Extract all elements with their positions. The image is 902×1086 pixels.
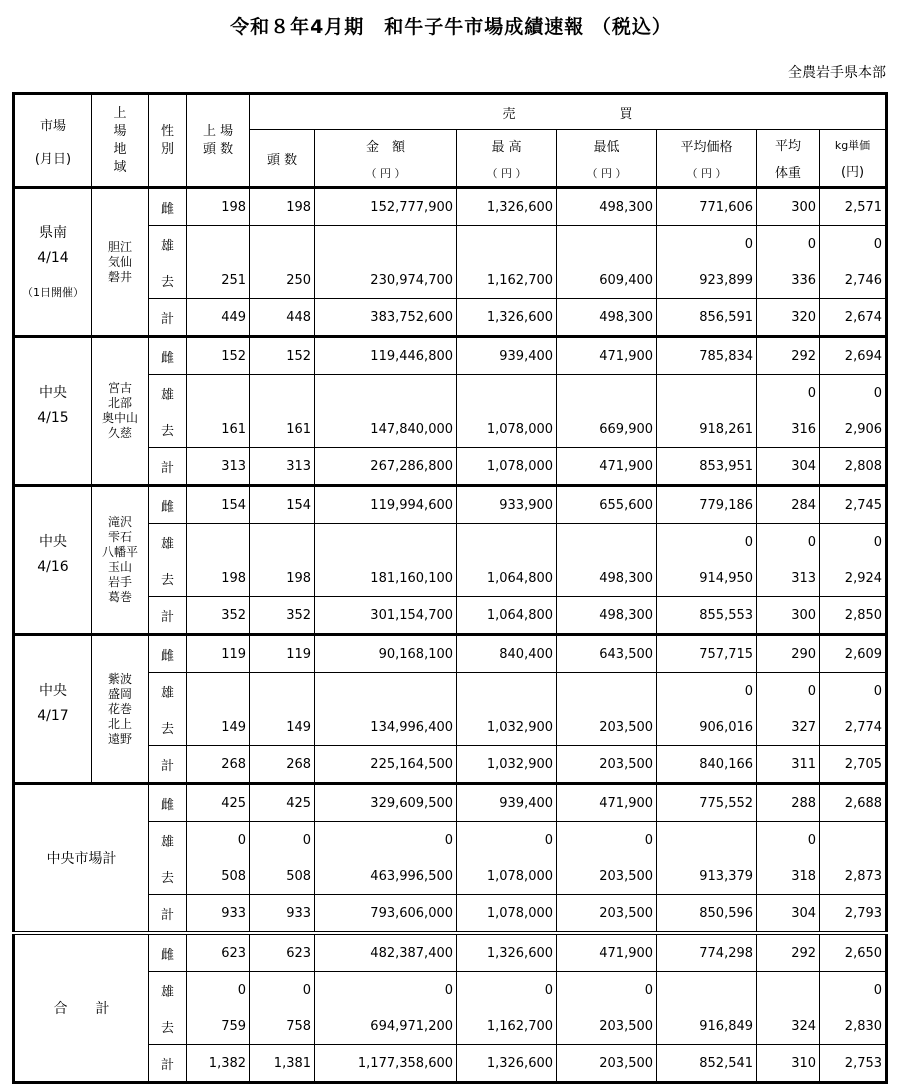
value-cell: 498,300 [557,299,657,337]
value-cell: 482,387,400 [315,933,457,972]
value-cell: 852,541 [657,1045,757,1083]
value-cell: 914,950 [657,560,757,597]
value-cell: 2,650 [820,933,887,972]
value-cell: 0 [757,673,820,710]
area-name: 北部 [107,396,132,410]
value-cell: 1,326,600 [457,299,557,337]
value-cell: 1,326,600 [457,188,557,226]
value-cell: 0 [315,972,457,1009]
value-cell: 230,974,700 [315,262,457,299]
value-cell: 329,609,500 [315,784,457,822]
table-row [14,933,887,972]
sex-label: 雌 [149,784,187,822]
sex-label: 去 [149,858,187,895]
value-cell: 2,924 [820,560,887,597]
value-cell: 840,166 [657,746,757,784]
value-cell: 0 [250,972,315,1009]
value-cell: 0 [757,524,820,561]
header-market: 市場 (月日) [14,94,92,188]
value-cell: 933 [187,895,250,934]
value-cell: 1,162,700 [457,262,557,299]
value-cell: 1,078,000 [457,448,557,486]
sex-label: 雄 [149,524,187,561]
organization: 全農岩手県本部 [788,65,886,81]
area-name: 葛巻 [107,590,132,604]
value-cell: 623 [250,933,315,972]
value-cell [457,524,557,561]
value-cell: 623 [187,933,250,972]
table-row [14,635,887,673]
value-cell: 448 [250,299,315,337]
sex-label: 去 [149,560,187,597]
value-cell: 0 [820,375,887,412]
value-cell: 0 [757,375,820,412]
value-cell: 0 [657,673,757,710]
value-cell: 1,032,900 [457,746,557,784]
value-cell [187,375,250,412]
page-title: 令和８年4月期 和牛子牛市場成績速報 （税込） [230,16,672,38]
sex-label: 雌 [149,486,187,524]
value-cell: 0 [250,822,315,859]
area-name: 紫波 [107,671,132,686]
area-name: 八幡平 [101,545,138,559]
value-cell: 304 [757,448,820,486]
value-cell: 0 [315,822,457,859]
value-cell: 1,162,700 [457,1008,557,1045]
value-cell: 1,078,000 [457,411,557,448]
value-cell: 498,300 [557,597,657,635]
sex-label: 雄 [149,226,187,263]
value-cell: 449 [187,299,250,337]
value-cell: 1,078,000 [457,895,557,934]
area-name: 磐井 [107,269,132,284]
value-cell: 2,705 [820,746,887,784]
value-cell: 923,899 [657,262,757,299]
market-name: 県南 [39,225,67,241]
value-cell: 0 [557,972,657,1009]
value-cell: 198 [250,560,315,597]
value-cell: 154 [187,486,250,524]
value-cell: 939,400 [457,784,557,822]
value-cell: 2,745 [820,486,887,524]
value-cell: 149 [187,709,250,746]
value-cell: 203,500 [557,895,657,934]
value-cell: 855,553 [657,597,757,635]
value-cell [250,226,315,263]
market-cell [14,635,92,784]
value-cell [557,524,657,561]
value-cell: 0 [820,972,887,1009]
value-cell: 152 [250,337,315,375]
value-cell: 152 [187,337,250,375]
market-name: 中央 [39,683,67,699]
sex-label: 計 [149,746,187,784]
area-name: 盛岡 [107,686,132,701]
sex-label: 雄 [149,673,187,710]
value-cell: 758 [250,1008,315,1045]
area-cell [92,635,149,784]
area-name: 奥中山 [101,411,138,425]
header-listed-head: 上 場頭 数 [187,94,250,188]
value-cell: 300 [757,597,820,635]
value-cell: 290 [757,635,820,673]
value-cell [187,673,250,710]
value-cell: 759 [187,1008,250,1045]
value-cell: 669,900 [557,411,657,448]
area-cell [92,188,149,337]
value-cell [557,673,657,710]
sex-label: 計 [149,299,187,337]
value-cell: 463,996,500 [315,858,457,895]
value-cell [315,524,457,561]
value-cell: 311 [757,746,820,784]
value-cell: 498,300 [557,560,657,597]
value-cell: 324 [757,1008,820,1045]
area-name: 雫石 [107,530,132,544]
value-cell: 161 [250,411,315,448]
value-cell [315,226,457,263]
value-cell: 203,500 [557,1045,657,1083]
value-cell: 318 [757,858,820,895]
value-cell: 320 [757,299,820,337]
value-cell [187,226,250,263]
value-cell: 853,951 [657,448,757,486]
market-cell: 合 計 [14,933,149,1083]
value-cell: 310 [757,1045,820,1083]
value-cell: 203,500 [557,858,657,895]
value-cell: 471,900 [557,784,657,822]
value-cell: 774,298 [657,933,757,972]
value-cell: 119,994,600 [315,486,457,524]
value-cell: 655,600 [557,486,657,524]
value-cell: 2,906 [820,411,887,448]
value-cell: 152,777,900 [315,188,457,226]
value-cell [657,375,757,412]
value-cell: 181,160,100 [315,560,457,597]
header-area: 上場地域 [92,94,149,188]
value-cell [557,226,657,263]
value-cell: 609,400 [557,262,657,299]
value-cell: 1,064,800 [457,560,557,597]
value-cell: 352 [250,597,315,635]
value-cell: 906,016 [657,709,757,746]
market-cell [14,486,92,635]
value-cell: 203,500 [557,709,657,746]
sex-label: 雌 [149,337,187,375]
value-cell: 301,154,700 [315,597,457,635]
value-cell: 268 [187,746,250,784]
market-date: 4/14 [37,250,69,266]
area-name: 宮古 [107,381,132,395]
area-name: 玉山 [107,560,132,574]
sex-label: 雄 [149,972,187,1009]
value-cell [757,972,820,1009]
value-cell: 203,500 [557,1008,657,1045]
area-name: 滝沢 [107,515,132,529]
value-cell: 0 [187,972,250,1009]
header-amount: 金 額 （ 円 ） [315,130,457,188]
value-cell [250,524,315,561]
sex-label: 雄 [149,822,187,859]
results-table [12,92,888,1084]
value-cell: 119,446,800 [315,337,457,375]
table-row [14,188,887,226]
value-cell: 0 [757,226,820,263]
value-cell: 0 [757,822,820,859]
area-name: 岩手 [107,575,132,589]
area-name: 花巻 [107,701,132,716]
value-cell: 161 [187,411,250,448]
value-cell: 471,900 [557,448,657,486]
area-name: 気仙 [107,254,132,269]
value-cell: 856,591 [657,299,757,337]
market-date: 4/15 [37,410,69,426]
value-cell: 2,609 [820,635,887,673]
value-cell: 2,753 [820,1045,887,1083]
value-cell: 225,164,500 [315,746,457,784]
value-cell: 2,793 [820,895,887,934]
market-note: （1日開催） [22,286,84,299]
market-cell [14,188,92,337]
value-cell: 198 [187,188,250,226]
value-cell: 284 [757,486,820,524]
value-cell: 300 [757,188,820,226]
value-cell: 327 [757,709,820,746]
value-cell: 779,186 [657,486,757,524]
header-min: 最低 （ 円 ） [557,130,657,188]
table-row [14,486,887,524]
value-cell: 933,900 [457,486,557,524]
value-cell: 1,177,358,600 [315,1045,457,1083]
value-cell: 775,552 [657,784,757,822]
value-cell: 90,168,100 [315,635,457,673]
value-cell: 1,326,600 [457,933,557,972]
value-cell: 251 [187,262,250,299]
value-cell: 149 [250,709,315,746]
market-cell: 中央市場計 [14,784,149,934]
value-cell: 250 [250,262,315,299]
value-cell: 2,873 [820,858,887,895]
sex-label: 計 [149,1045,187,1083]
value-cell: 771,606 [657,188,757,226]
sex-label: 雌 [149,188,187,226]
value-cell: 425 [250,784,315,822]
market-date: 4/17 [37,708,69,724]
value-cell: 425 [187,784,250,822]
value-cell: 0 [820,226,887,263]
value-cell: 933 [250,895,315,934]
header-avg-weight: 平均 体重 [757,130,820,188]
value-cell: 757,715 [657,635,757,673]
value-cell [187,524,250,561]
value-cell [315,673,457,710]
value-cell [457,226,557,263]
value-cell [657,972,757,1009]
value-cell [250,375,315,412]
value-cell: 471,900 [557,933,657,972]
header-sex: 性別 [149,94,187,188]
value-cell: 134,996,400 [315,709,457,746]
value-cell [557,375,657,412]
value-cell: 383,752,600 [315,299,457,337]
market-name: 中央 [39,534,67,550]
sex-label: 雌 [149,635,187,673]
header-head: 頭 数 [250,130,315,188]
table-row [14,337,887,375]
value-cell: 916,849 [657,1008,757,1045]
value-cell: 1,326,600 [457,1045,557,1083]
value-cell: 850,596 [657,895,757,934]
value-cell: 203,500 [557,746,657,784]
value-cell: 2,674 [820,299,887,337]
sex-label: 計 [149,448,187,486]
value-cell: 147,840,000 [315,411,457,448]
value-cell: 352 [187,597,250,635]
market-name: 中央 [39,385,67,401]
value-cell: 0 [657,226,757,263]
value-cell: 2,808 [820,448,887,486]
value-cell [315,375,457,412]
value-cell: 292 [757,337,820,375]
sex-label: 去 [149,709,187,746]
value-cell: 2,830 [820,1008,887,1045]
value-cell: 313 [187,448,250,486]
sex-label: 雌 [149,933,187,972]
value-cell [457,673,557,710]
value-cell: 913,379 [657,858,757,895]
value-cell: 0 [187,822,250,859]
value-cell: 313 [250,448,315,486]
value-cell: 840,400 [457,635,557,673]
value-cell: 304 [757,895,820,934]
sex-label: 計 [149,597,187,635]
area-name: 久慈 [107,426,132,440]
value-cell: 471,900 [557,337,657,375]
value-cell: 288 [757,784,820,822]
area-name: 胆江 [107,239,132,254]
area-name: 遠野 [107,731,132,746]
value-cell: 498,300 [557,188,657,226]
value-cell: 643,500 [557,635,657,673]
value-cell: 198 [250,188,315,226]
market-cell [14,337,92,486]
value-cell [657,822,757,859]
table-row [14,784,887,822]
value-cell: 0 [457,972,557,1009]
value-cell: 336 [757,262,820,299]
value-cell: 918,261 [657,411,757,448]
sex-label: 去 [149,1008,187,1045]
sex-label: 雄 [149,375,187,412]
value-cell: 508 [187,858,250,895]
value-cell: 119 [250,635,315,673]
value-cell: 0 [820,524,887,561]
value-cell: 1,064,800 [457,597,557,635]
market-date: 4/16 [37,559,69,575]
value-cell: 939,400 [457,337,557,375]
value-cell: 793,606,000 [315,895,457,934]
value-cell: 0 [820,673,887,710]
sex-label: 去 [149,411,187,448]
value-cell: 313 [757,560,820,597]
value-cell: 1,381 [250,1045,315,1083]
value-cell: 1,078,000 [457,858,557,895]
value-cell: 2,688 [820,784,887,822]
value-cell: 2,571 [820,188,887,226]
value-cell: 2,746 [820,262,887,299]
value-cell: 292 [757,933,820,972]
header-kg-price: kg単価 (円) [820,130,887,188]
value-cell: 154 [250,486,315,524]
value-cell [820,822,887,859]
value-cell: 0 [457,822,557,859]
sex-label: 去 [149,262,187,299]
value-cell: 2,850 [820,597,887,635]
value-cell: 694,971,200 [315,1008,457,1045]
header-sales: 売 買 [250,94,887,130]
value-cell: 1,032,900 [457,709,557,746]
area-cell [92,337,149,486]
area-name: 北上 [107,716,132,731]
value-cell: 0 [657,524,757,561]
value-cell: 1,382 [187,1045,250,1083]
value-cell: 2,694 [820,337,887,375]
value-cell: 267,286,800 [315,448,457,486]
value-cell: 119 [187,635,250,673]
value-cell: 508 [250,858,315,895]
value-cell [457,375,557,412]
area-cell [92,486,149,635]
value-cell: 198 [187,560,250,597]
value-cell: 785,834 [657,337,757,375]
header-avg-price: 平均価格 （ 円 ） [657,130,757,188]
header-max: 最 高 （ 円 ） [457,130,557,188]
value-cell: 2,774 [820,709,887,746]
value-cell: 268 [250,746,315,784]
value-cell: 316 [757,411,820,448]
value-cell: 0 [557,822,657,859]
value-cell [250,673,315,710]
sex-label: 計 [149,895,187,934]
